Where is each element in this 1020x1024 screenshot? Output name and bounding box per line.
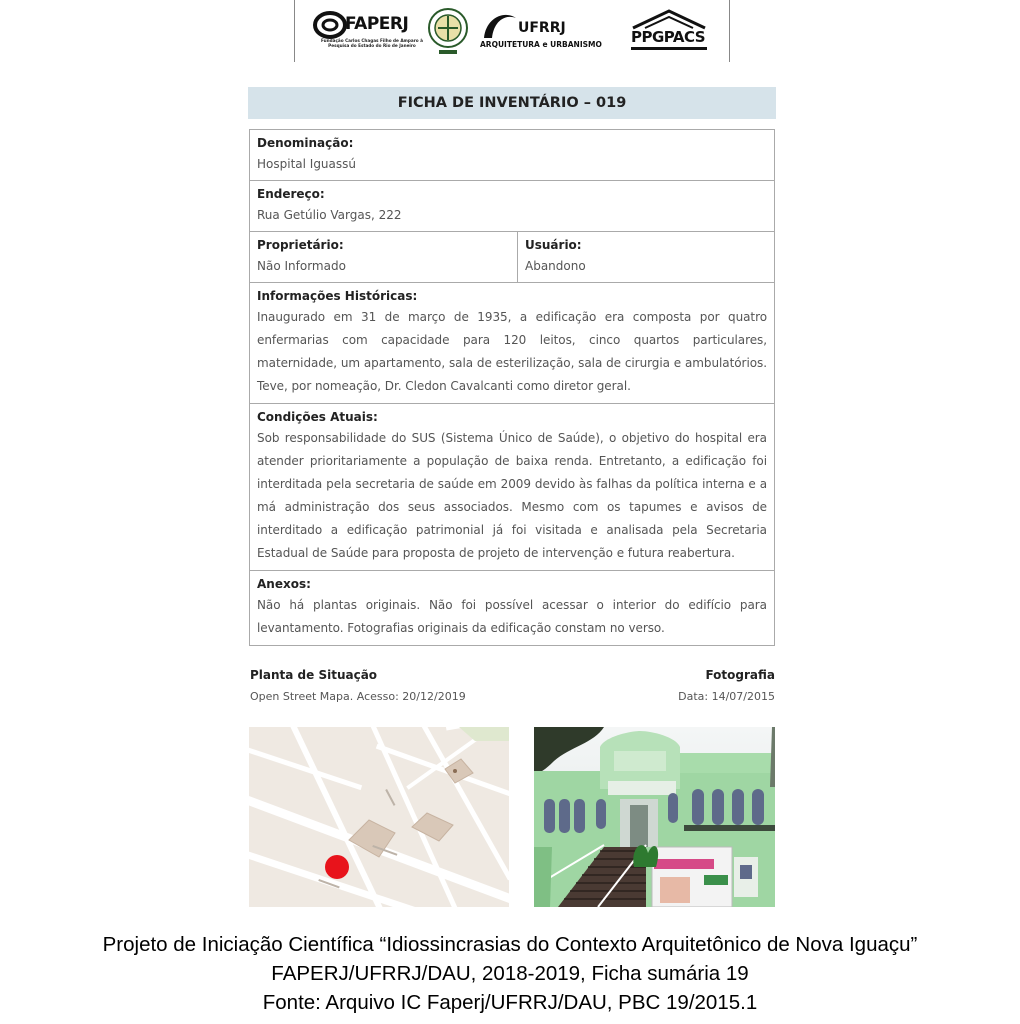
faperj-logo-subtitle: Fundação Carlos Chagas Filho de Amparo à Pesquisa do Estado do Rio de Janeiro	[321, 38, 423, 48]
faperj-logo	[311, 6, 423, 56]
map-caption-title: Planta de Situação	[250, 668, 378, 682]
faperj-swirl-icon	[313, 10, 347, 40]
building-photo-graphic	[534, 727, 775, 907]
value-anexos: Não há plantas originais. Não foi possível acessar o interior do edifício para levantamento. Fotografias originais da edificação constam no verso.	[257, 598, 767, 635]
ppgpacs-roof-icon	[629, 8, 709, 30]
sheet-title: FICHA DE INVENTÁRIO – 019	[248, 87, 776, 119]
label-anexos: Anexos:	[257, 577, 311, 591]
footer-line-3: Fonte: Arquivo IC Faperj/UFRRJ/DAU, PBC 19/2015.1	[262, 991, 758, 1014]
faperj-logo-text: FAPERJ	[345, 14, 409, 34]
citation-footer	[0, 930, 1020, 1017]
value-denominacao: Hospital Iguassú	[257, 157, 356, 171]
value-condicoes-atuais: Sob responsabilidade do SUS (Sistema Único de Saúde), o objetivo do hospital era atender prioritariamente a população de baixa renda. Entretanto, a edificação foi interditada pela secretaria de saúde em 2009 devido às falhas da política interna e a má administração dos seus associados. Mesmo com os tapumes e avisos de interditado a edificação patrimonial já foi visitada e analisada pela Secretaria Estadual de Saúde para proposta de projeto de intervenção e futura reabertura.	[257, 431, 767, 560]
photo-caption-date: Data: 14/07/2015	[678, 690, 775, 703]
row-proprietario-usuario	[250, 232, 774, 283]
inventory-form	[249, 129, 775, 646]
ufrrj-swoosh-icon	[480, 8, 520, 42]
ufrrj-logo	[480, 6, 620, 56]
footer-line-2: FAPERJ/UFRRJ/DAU, 2018-2019, Ficha sumária 19	[271, 962, 749, 985]
row-anexos	[250, 571, 774, 645]
ufrrj-logo-subtitle: ARQUITETURA e URBANISMO	[480, 40, 602, 49]
ppgpacs-logo	[629, 6, 711, 56]
ufrrj-seal-logo	[425, 6, 471, 56]
row-informacoes-historicas	[250, 283, 774, 404]
label-condicoes-atuais: Condições Atuais:	[257, 410, 378, 424]
situation-map	[249, 727, 509, 907]
value-usuario: Abandono	[525, 259, 586, 273]
ppgpacs-underline	[631, 47, 707, 50]
building-photo	[534, 727, 775, 907]
situation-map-graphic	[249, 727, 509, 907]
value-endereco: Rua Getúlio Vargas, 222	[257, 208, 402, 222]
label-endereco: Endereço:	[257, 187, 325, 201]
cell-proprietario	[250, 232, 518, 282]
label-usuario: Usuário:	[525, 238, 582, 252]
value-informacoes-historicas: Inaugurado em 31 de março de 1935, a edificação era composta por quatro enfermarias com capacidade para 120 leitos, cinco quartos particulares, maternidade, um apartamento, sala de esterilização, sala de cirurgia e ambulatórios. Teve, por nomeação, Dr. Cledon Cavalcanti como diretor geral.	[257, 310, 767, 393]
map-caption-source: Open Street Mapa. Acesso: 20/12/2019	[250, 690, 466, 703]
ufrrj-seal-icon	[425, 6, 471, 56]
row-denominacao	[250, 130, 774, 181]
ufrrj-logo-text: UFRRJ	[518, 20, 566, 36]
location-marker-icon	[325, 855, 349, 879]
label-proprietario: Proprietário:	[257, 238, 344, 252]
row-condicoes-atuais	[250, 404, 774, 571]
row-endereco	[250, 181, 774, 232]
footer-line-1: Projeto de Iniciação Científica “Idiossincrasias do Contexto Arquitetônico de Nova Iguaçu”	[102, 933, 918, 956]
ppgpacs-logo-text: PPGPACS	[631, 28, 706, 46]
label-informacoes-historicas: Informações Históricas:	[257, 289, 418, 303]
logo-strip	[294, 0, 730, 62]
value-proprietario: Não Informado	[257, 259, 346, 273]
photo-caption-title: Fotografia	[705, 668, 775, 682]
label-denominacao: Denominação:	[257, 136, 354, 150]
cell-usuario	[518, 232, 593, 282]
